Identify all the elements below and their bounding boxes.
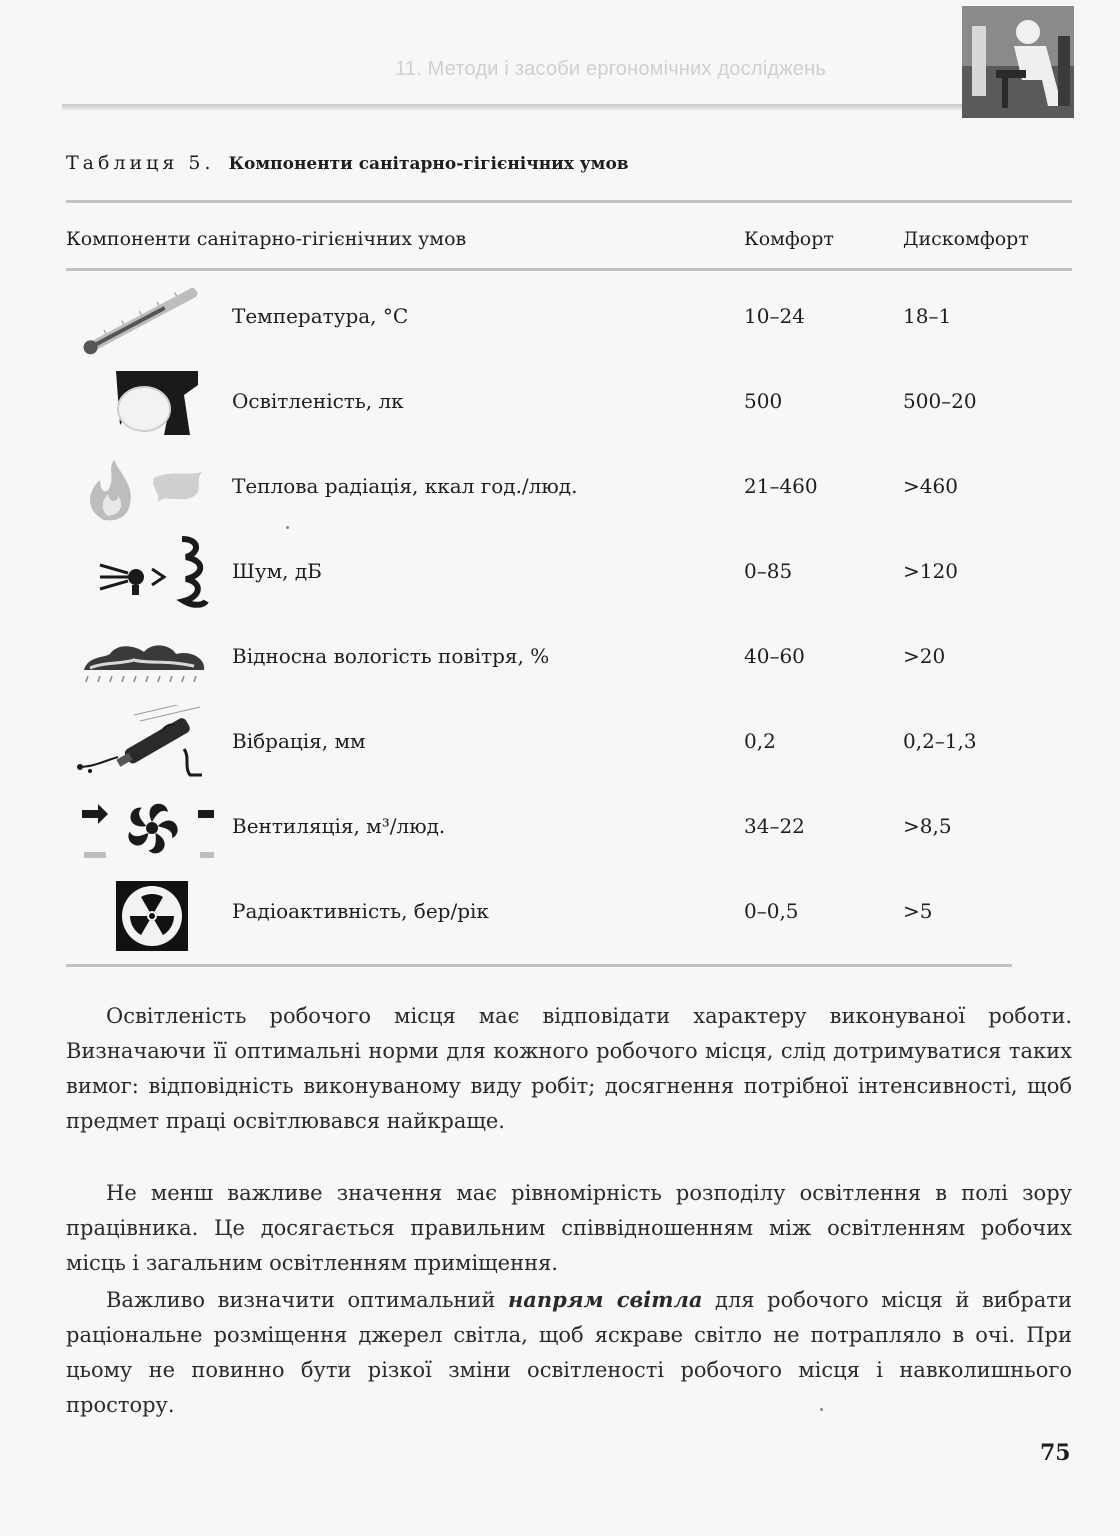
- comfort-value: 500: [744, 389, 783, 413]
- table-row: [0, 529, 1120, 614]
- table-top-rule: [66, 200, 1072, 203]
- column-header-component: Компоненти санітарно-гігієнічних умов: [66, 228, 467, 250]
- discomfort-value: 0,2–1,3: [903, 729, 977, 753]
- paragraph-text: для робочого місця й вибрати раціональне розміщення джерел світла, щоб яскраве світло не потрапляло в очі. При цьому не повинно бути різкої зміни освітленості робочого місця і навколишнього простору.: [66, 1288, 1072, 1417]
- row-label: Температура, °С: [232, 304, 409, 328]
- header-rule: [62, 104, 967, 110]
- table-row: [0, 274, 1120, 359]
- discomfort-value: >8,5: [903, 814, 952, 838]
- table-bottom-rule: [66, 964, 1012, 967]
- comfort-value: 0,2: [744, 729, 776, 753]
- table-row: [0, 614, 1120, 699]
- row-label: Вібрація, мм: [232, 729, 366, 753]
- humidity-cloud-icon: [74, 620, 214, 696]
- discomfort-value: 500–20: [903, 389, 977, 413]
- table-row: [0, 869, 1120, 954]
- vibration-drill-icon: [74, 705, 214, 781]
- scan-speck: [820, 1408, 823, 1411]
- light-bulb-icon: [74, 365, 214, 441]
- row-label: Радіоактивність, бер/рік: [232, 899, 489, 923]
- noise-ear-icon: [74, 535, 214, 611]
- comfort-value: 34–22: [744, 814, 805, 838]
- row-label: Вентиляція, м³/люд.: [232, 814, 446, 838]
- running-head: 11. Методи і засоби ергономічних досліджень: [395, 58, 826, 80]
- heat-flame-icon: [74, 450, 214, 526]
- header-photo-icon: [962, 6, 1074, 118]
- row-label: Теплова радіація, ккал год./люд.: [232, 474, 578, 498]
- discomfort-value: 18–1: [903, 304, 952, 328]
- scan-speck: [286, 526, 289, 529]
- paragraph-light-direction: [66, 1282, 1072, 1423]
- emphasized-term: напрям світла: [507, 1287, 703, 1312]
- discomfort-value: >5: [903, 899, 933, 923]
- discomfort-value: >120: [903, 559, 958, 583]
- radiation-icon: [74, 875, 214, 951]
- paragraph-text: Важливо визначити оптимальний: [106, 1288, 508, 1312]
- comfort-value: 21–460: [744, 474, 818, 498]
- table-header-rule: [66, 268, 1072, 271]
- discomfort-value: >460: [903, 474, 958, 498]
- discomfort-value: >20: [903, 644, 946, 668]
- table-row: [0, 699, 1120, 784]
- ventilation-fan-icon: [74, 790, 214, 866]
- comfort-value: 0–85: [744, 559, 793, 583]
- page-number: 75: [1040, 1440, 1071, 1466]
- table-row: [0, 784, 1120, 869]
- table-row: [0, 359, 1120, 444]
- paragraph-lighting: Освітленість робочого місця має відповідати характеру виконуваної роботи. Визначаючи її оптимальні норми для кожного робочого місця, слід дотримуватися таких вимог: відповідність виконуваному виду робіт; досягнення потрібної інтенсивності, щоб предмет праці освітлювався найкраще.: [66, 1004, 1072, 1133]
- paragraph-uniformity: Не менш важливе значення має рівномірність розподілу освітлення в полі зору працівника. Це досягається правильним співвідношенням між освітленням робочих місць і загальним освітленням приміщення.: [66, 1181, 1072, 1275]
- column-header-comfort: Комфорт: [744, 228, 834, 250]
- table-caption-title: Компоненти санітарно-гігієнічних умов: [228, 154, 629, 174]
- table-caption: [66, 152, 629, 174]
- comfort-value: 10–24: [744, 304, 805, 328]
- row-label: Шум, дБ: [232, 559, 322, 583]
- table-caption-lead: Таблиця 5.: [66, 152, 215, 174]
- table-row: [0, 444, 1120, 529]
- column-header-discomfort: Дискомфорт: [903, 228, 1029, 250]
- row-label: Освітленість, лк: [232, 389, 404, 413]
- comfort-value: 0–0,5: [744, 899, 799, 923]
- comfort-value: 40–60: [744, 644, 805, 668]
- row-label: Відносна вологість повітря, %: [232, 644, 550, 668]
- thermometer-icon: [74, 280, 214, 356]
